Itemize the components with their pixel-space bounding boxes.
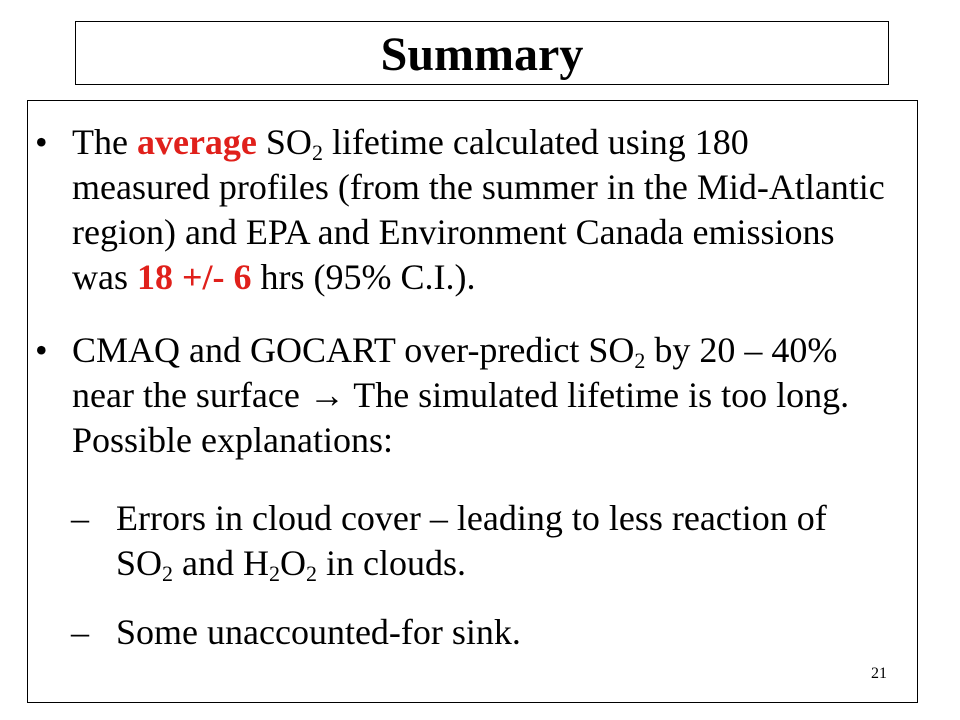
sub-bullet-text-1: Errors in cloud cover – leading to less reaction of $SO_2$ and $H_2O_2$ in clouds. xyxy=(116,498,827,586)
dash-icon: – xyxy=(71,612,89,652)
dash-icon: – xyxy=(71,498,89,538)
bullet-icon: • xyxy=(35,122,48,162)
page-number: 21 xyxy=(871,665,887,682)
slide-title: Summary xyxy=(380,28,584,81)
bullet-text-2: CMAQ and GOCART over-predict $SO_2$ by 20 – 40% near the surface → The simulated lifetime is too long. Possible explanations: xyxy=(72,330,850,460)
title-box xyxy=(75,21,889,85)
content-box xyxy=(27,100,918,703)
bullet-text-1: The average $SO_2$ lifetime calculated using 180 measured profiles (from the summer in the Mid-Atlantic region) and EPA and Environment Canada emissions was 18 +/- 6 hrs (95% C.I.). xyxy=(72,122,885,297)
bullet-item-2 xyxy=(35,328,895,463)
bullet-icon: • xyxy=(35,330,48,370)
sub-bullet-item-2 xyxy=(71,610,871,655)
bullet-item-1 xyxy=(35,120,895,300)
sub-bullet-item-1 xyxy=(71,496,871,586)
highlight-lifetime-value: 18 +/- 6 xyxy=(137,257,252,297)
sub-bullet-text-2: Some unaccounted-for sink. xyxy=(116,612,521,652)
highlight-average: average xyxy=(136,122,257,162)
